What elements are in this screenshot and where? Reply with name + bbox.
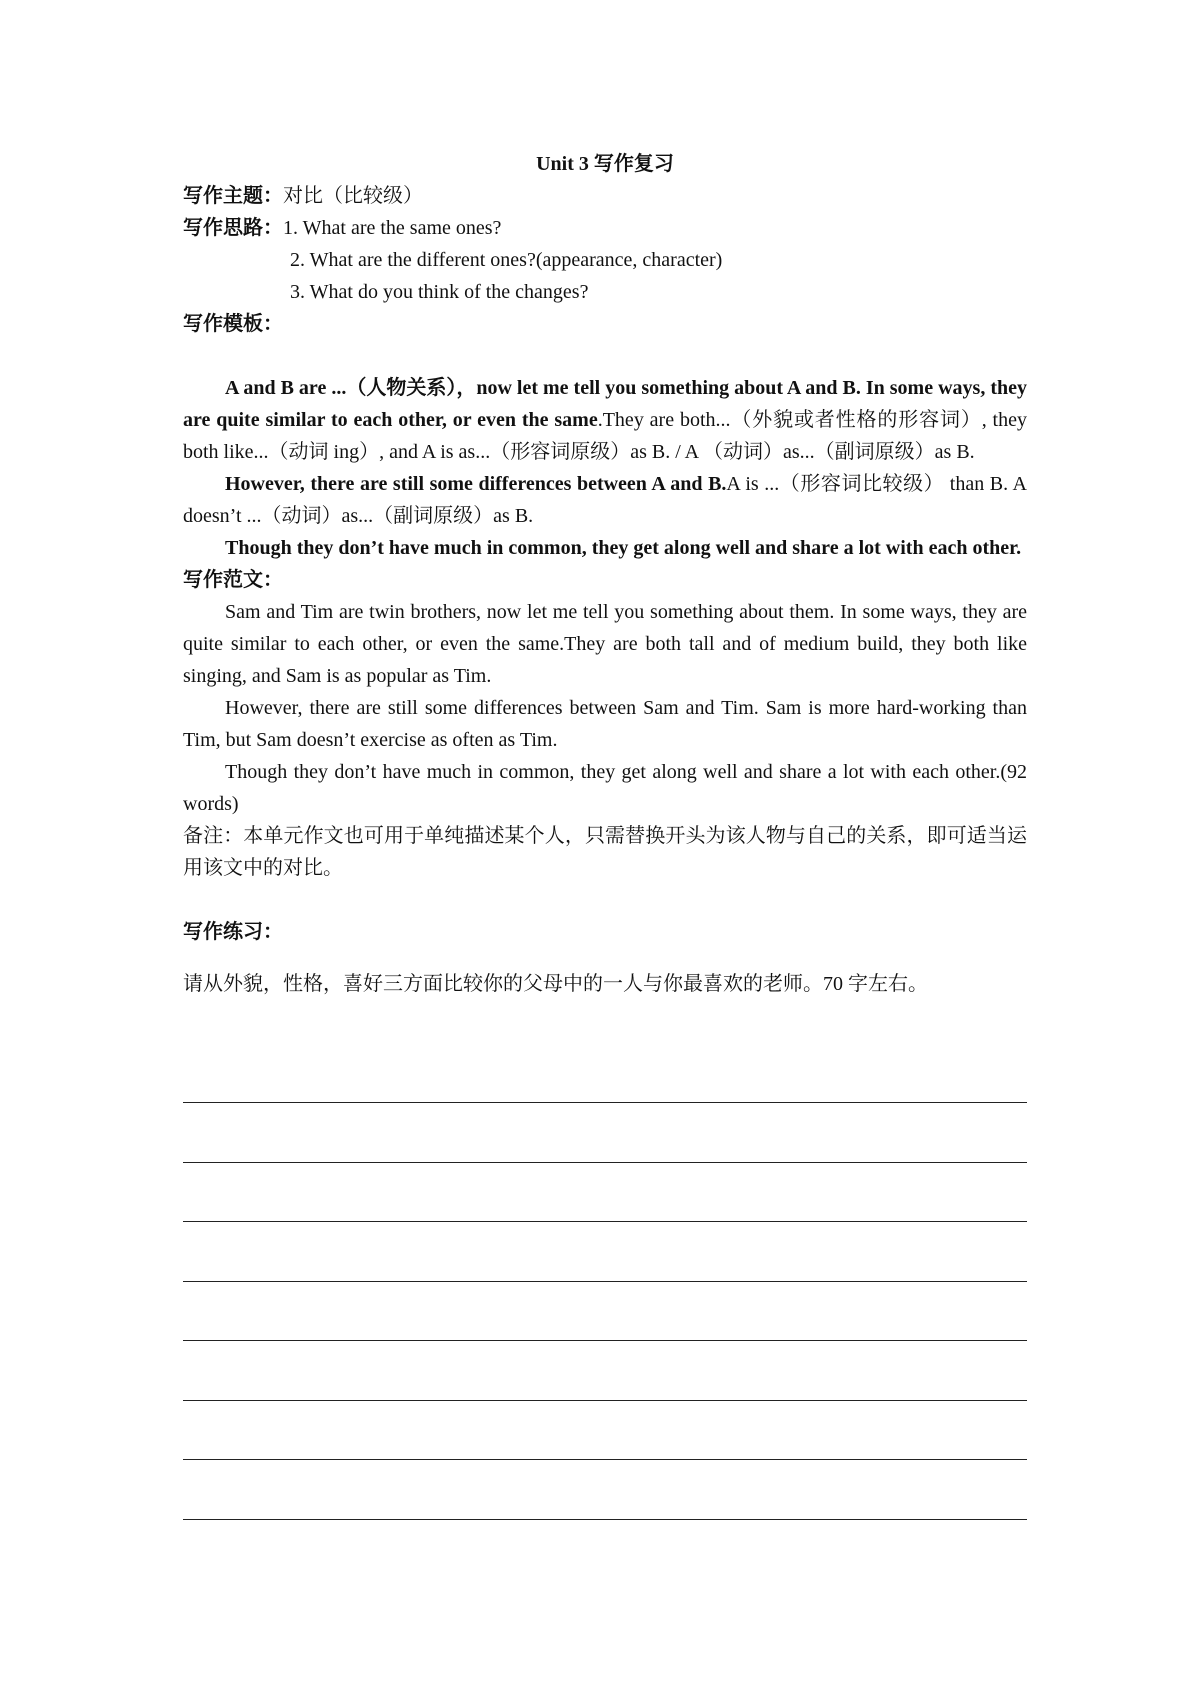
ideas-item-1: 1. What are the same ones? <box>283 217 502 239</box>
practice-label: 写作练习： <box>183 921 283 943</box>
answer-line[interactable] <box>183 1162 1027 1163</box>
sample-paragraph-3: Though they don’t have much in common, they get along well and share a lot with each other.(92 words) <box>183 761 1027 815</box>
document-content <box>183 148 1027 1000</box>
page-title: Unit 3 写作复习 <box>536 153 674 175</box>
note-text: 备注：本单元作文也可用于单纯描述某个人，只需替换开头为该人物与自己的关系，即可适当运用该文中的对比。 <box>183 825 1027 879</box>
ideas-label: 写作思路： <box>183 217 283 239</box>
ideas-item-2: 2. What are the different ones?(appearance, character) <box>290 249 723 271</box>
topic-label: 写作主题： <box>183 185 283 207</box>
spacer <box>183 340 1027 372</box>
answer-lines <box>183 1102 1027 1578</box>
answer-line[interactable] <box>183 1102 1027 1103</box>
answer-line[interactable] <box>183 1281 1027 1282</box>
answer-line[interactable] <box>183 1400 1027 1401</box>
answer-line[interactable] <box>183 1519 1027 1520</box>
template-label: 写作模板： <box>183 313 283 335</box>
answer-line[interactable] <box>183 1340 1027 1341</box>
template-paragraph-1 <box>183 372 1027 468</box>
template-p1-bold: A and B are ...（人物关系），now let me tell you something about A and B. In some ways, they are quite similar to each other, or even the same <box>183 377 1027 431</box>
sample-paragraph-1: Sam and Tim are twin brothers, now let me tell you something about them. In some ways, they are quite similar to each other, or even the same.They are both tall and of medium build, they both like singing, and Sam is as popular as Tim. <box>183 601 1027 687</box>
answer-line[interactable] <box>183 1459 1027 1460</box>
topic-value: 对比（比较级） <box>283 185 423 207</box>
template-paragraph-3: Though they don’t have much in common, they get along well and share a lot with each other. <box>225 537 1022 559</box>
template-paragraph-2 <box>183 468 1027 532</box>
template-p2-rest: A is ...（形容词比较级） than B. A doesn’t ...（动词）as...（副词原级）as B. <box>183 473 1028 527</box>
ideas-item-3: 3. What do you think of the changes? <box>290 281 589 303</box>
spacer <box>183 884 1027 916</box>
topic-row <box>183 180 1027 212</box>
template-p1-rest: .They are both...（外貌或者性格的形容词）, they both like...（动词 ing）, and A is as...（形容词原级）as B. / A （动词）as...（副词原级）as B. <box>183 409 1027 463</box>
spacer <box>183 948 1027 968</box>
practice-label-row <box>183 916 1027 948</box>
sample-label-row <box>183 564 1027 596</box>
sample-paragraph-2: However, there are still some differences between Sam and Tim. Sam is more hard-working than Tim, but Sam doesn’t exercise as often as Tim. <box>183 697 1027 751</box>
sample-label: 写作范文： <box>183 569 283 591</box>
answer-line[interactable] <box>183 1221 1027 1222</box>
template-label-row <box>183 308 1027 340</box>
template-p2-bold: However, there are still some differences between A and B. <box>225 473 727 495</box>
practice-prompt: 请从外貌，性格，喜好三方面比较你的父母中的一人与你最喜欢的老师。70 字左右。 <box>183 973 928 995</box>
ideas-row <box>183 212 1027 244</box>
